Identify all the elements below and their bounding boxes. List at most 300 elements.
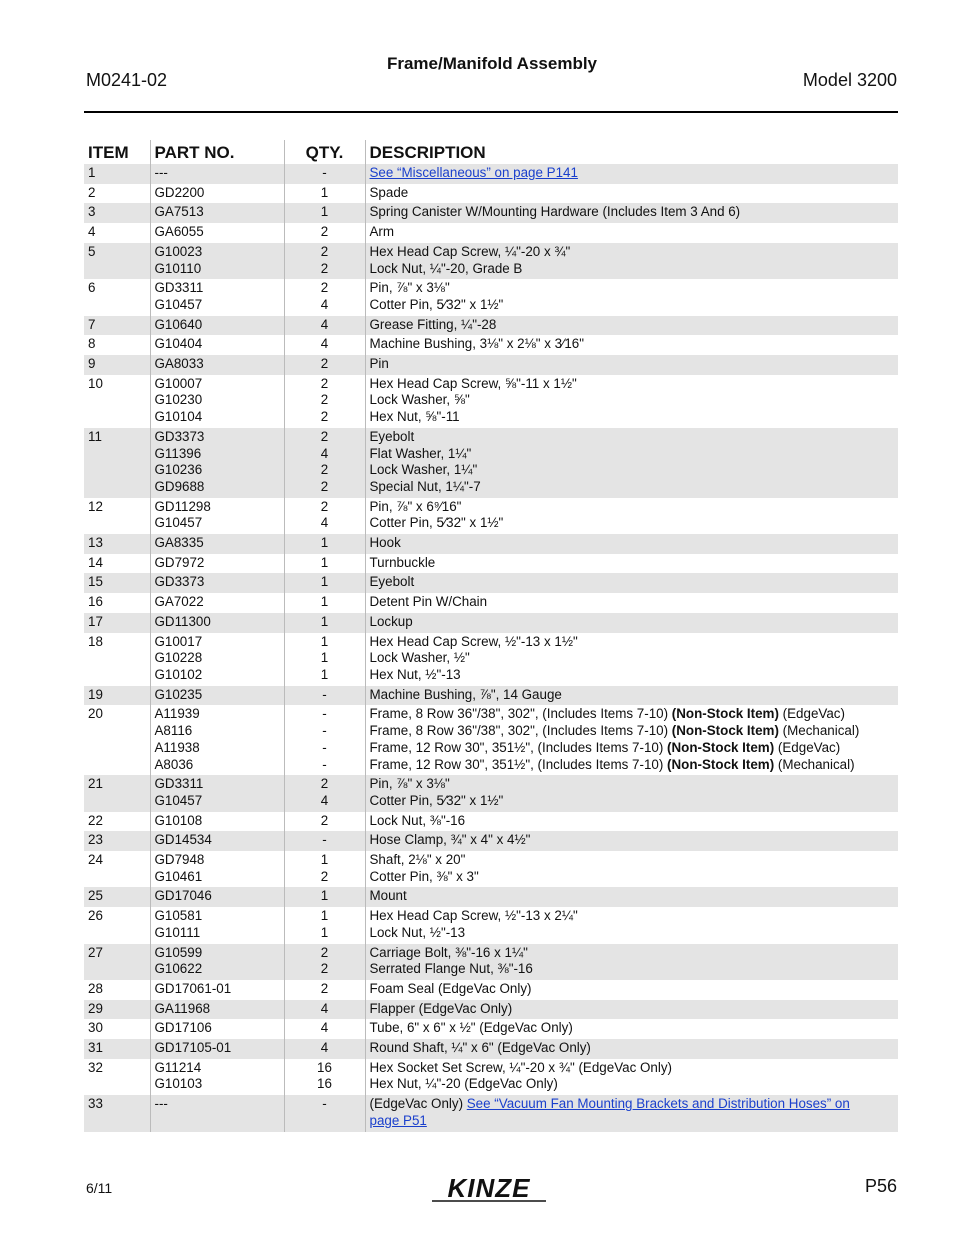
quantity-cell [284, 887, 365, 907]
description-line [370, 515, 895, 532]
item-number: 30 [88, 1020, 103, 1036]
description-text: Frame, 12 Row 30", 351½", (Includes Items 7-10) [369, 756, 668, 772]
part-number: GA7022 [154, 594, 204, 610]
quantity: 2 [320, 260, 329, 276]
description-line [370, 908, 895, 925]
description-text: Lockup [369, 613, 413, 629]
part-number-cell [150, 686, 284, 706]
part-number: G10404 [154, 336, 203, 352]
quantity: 2 [320, 961, 329, 977]
quantity: 1 [320, 852, 329, 868]
description-text: Serrated Flange Nut, ⅜"-16 [369, 961, 533, 977]
description-line [370, 793, 895, 810]
description-text: Cotter Pin, 5⁄32" x 1½" [369, 792, 504, 808]
description-line [370, 297, 895, 314]
part-number: GA7513 [154, 204, 204, 220]
part-number-cell [150, 1095, 284, 1131]
part-number: --- [154, 1096, 168, 1112]
description-line [370, 244, 895, 261]
part-number: GD3373 [154, 574, 205, 590]
quantity: 1 [320, 613, 329, 629]
part-number: G10457 [154, 792, 203, 808]
description-text: Lock Nut, ¼"-20, Grade B [369, 260, 523, 276]
item-number: 10 [88, 375, 103, 391]
description-line [370, 499, 895, 516]
description-text: Tube, 6" x 6" x ½" (EdgeVac Only) [369, 1020, 573, 1036]
table-row [84, 375, 898, 428]
description-line [370, 832, 895, 849]
description-line [370, 317, 895, 334]
part-number: G10457 [154, 515, 203, 531]
table-row [84, 686, 898, 706]
part-number-cell [150, 335, 284, 355]
description-text: Turnbuckle [369, 554, 436, 570]
item-number: 5 [84, 243, 150, 279]
quantity-cell [284, 203, 365, 223]
part-number-cell [150, 428, 284, 498]
quantity-cell [284, 613, 365, 633]
item-number: 1 [84, 164, 150, 184]
description-line [370, 261, 895, 278]
description-line [370, 356, 895, 373]
quantity: - [322, 706, 327, 722]
description-cell [365, 1059, 898, 1095]
table-row [84, 593, 898, 613]
description-line [370, 535, 895, 552]
table-row [84, 164, 898, 184]
table-row [84, 1039, 898, 1059]
description-text: Machine Bushing, ⅞", 14 Gauge [369, 686, 562, 702]
quantity: 4 [320, 445, 329, 461]
item-number: 31 [84, 1039, 150, 1059]
column-header-qty: QTY. [284, 140, 365, 164]
description-line [370, 462, 895, 479]
description-line [370, 634, 895, 651]
quantity-cell [284, 1095, 365, 1131]
description-cell [365, 613, 898, 633]
quantity-cell [284, 944, 365, 980]
part-number: GD3373 [154, 428, 205, 444]
table-row [84, 775, 898, 811]
quantity: 2 [320, 462, 329, 478]
table-row [84, 279, 898, 315]
part-number-cell [150, 1019, 284, 1039]
part-number-cell [150, 355, 284, 375]
table-row [84, 1019, 898, 1039]
part-number-cell [150, 1039, 284, 1059]
part-number: GD14534 [154, 832, 212, 848]
description-cell [365, 831, 898, 851]
item-number: 26 [88, 908, 103, 924]
part-number-cell [150, 851, 284, 887]
item-number: 2 [88, 184, 96, 200]
quantity: 16 [317, 1076, 332, 1092]
part-number-cell [150, 203, 284, 223]
page-reference-link[interactable]: See “Miscellaneous” on page P141 [369, 165, 578, 180]
description-line [370, 574, 895, 591]
description-line [370, 706, 895, 723]
description-text: Lock Nut, ⅜"-16 [369, 812, 466, 828]
item-number: 11 [84, 428, 150, 498]
quantity-cell [284, 428, 365, 498]
quantity: 1 [320, 888, 329, 904]
quantity: 4 [320, 1020, 329, 1036]
table-row [84, 907, 898, 943]
description-cell [365, 355, 898, 375]
description-cell [365, 316, 898, 336]
part-number-cell [150, 534, 284, 554]
item-number: 4 [88, 224, 96, 240]
description-cell [365, 184, 898, 204]
description-line [370, 614, 895, 631]
description-text: Carriage Bolt, ⅜"-16 x 1¼" [369, 944, 528, 960]
quantity: - [322, 832, 327, 848]
quantity-cell [284, 705, 365, 775]
parts-table [84, 140, 898, 1132]
quantity-cell [284, 851, 365, 887]
description-line [370, 429, 895, 446]
table-row [84, 534, 898, 554]
part-number: A8116 [154, 723, 193, 739]
description-cell [365, 593, 898, 613]
description-line [370, 1060, 895, 1077]
part-number-cell [150, 243, 284, 279]
quantity-cell [284, 1059, 365, 1095]
quantity-cell [284, 243, 365, 279]
description-cell [365, 554, 898, 574]
quantity-cell [284, 831, 365, 851]
item-number: 13 [84, 534, 150, 554]
quantity: 1 [320, 924, 329, 940]
page-reference-link[interactable]: page P51 [369, 1112, 427, 1128]
item-number: 12 [88, 498, 103, 514]
part-number: GD2200 [154, 184, 205, 200]
quantity-cell [284, 812, 365, 832]
quantity: 4 [320, 296, 329, 312]
table-row [84, 980, 898, 1000]
table-row [84, 316, 898, 336]
part-number-cell [150, 223, 284, 243]
part-number: G10110 [154, 260, 202, 276]
description-text: Frame, 8 Row 36"/38", 302", (Includes Items 7-10) [369, 723, 672, 739]
part-number: GD11300 [154, 613, 211, 629]
table-row [84, 1000, 898, 1020]
quantity-cell [284, 907, 365, 943]
quantity: 4 [320, 316, 329, 332]
page-title: Frame/Manifold Assembly [386, 54, 598, 73]
page-number: P56 [864, 1176, 897, 1196]
parts-table-body [84, 164, 898, 1132]
part-number-cell [150, 184, 284, 204]
part-number: A8036 [154, 756, 194, 772]
part-number: GD17061-01 [154, 980, 232, 996]
table-row [84, 633, 898, 686]
description-text: Hex Head Cap Screw, ¼"-20 x ¾" [369, 243, 571, 259]
description-text: Grease Fitting, ¼"-28 [369, 316, 497, 332]
description-cell [365, 633, 898, 686]
part-number: GA8335 [154, 535, 204, 551]
table-row [84, 243, 898, 279]
part-number: A11938 [154, 739, 200, 755]
description-line [370, 945, 895, 962]
revision-date: 6/11 [86, 1180, 113, 1196]
description-text: Hose Clamp, ¾" x 4" x 4½" [369, 832, 531, 848]
part-number-cell [150, 944, 284, 980]
description-line [370, 392, 895, 409]
description-text: Frame, 12 Row 30", 351½", (Includes Items 7-10) [369, 739, 668, 755]
description-cell [365, 428, 898, 498]
description-text: Cotter Pin, 5⁄32" x 1½" [369, 296, 504, 312]
part-number-cell [150, 554, 284, 574]
description-cell [365, 375, 898, 428]
item-number: 23 [84, 831, 150, 851]
item-number: 29 [84, 1000, 150, 1020]
quantity: 16 [317, 1059, 332, 1075]
description-text: Special Nut, 1¼"-7 [369, 478, 481, 494]
item-number: 14 [88, 554, 103, 570]
description-line [370, 757, 895, 774]
header-divider [84, 111, 898, 113]
part-number: GD7948 [154, 852, 205, 868]
description-text: Flat Washer, 1¼" [369, 445, 472, 461]
description-text: Frame, 8 Row 36"/38", 302", (Includes Items 7-10) [369, 706, 672, 722]
non-stock-label: (Non-Stock Item) [671, 723, 779, 739]
quantity: 4 [320, 792, 329, 808]
non-stock-label: (Non-Stock Item) [671, 706, 779, 722]
description-text: Hex Head Cap Screw, ½"-13 x 2¼" [369, 908, 578, 924]
description-text: Hook [369, 535, 401, 551]
description-line [370, 446, 895, 463]
quantity: 1 [320, 554, 329, 570]
table-row [84, 498, 898, 534]
part-number: GD17106 [154, 1020, 212, 1036]
description-text: (EdgeVac Only) [369, 1096, 467, 1112]
quantity: 1 [320, 908, 329, 924]
part-number-cell [150, 573, 284, 593]
description-cell [365, 223, 898, 243]
quantity: - [322, 739, 327, 755]
item-number: 32 [88, 1059, 103, 1075]
part-number-cell [150, 375, 284, 428]
item-number: 7 [84, 316, 150, 336]
description-line [370, 776, 895, 793]
description-cell [365, 335, 898, 355]
item-number: 15 [84, 573, 150, 593]
table-row [84, 554, 898, 574]
quantity: 2 [320, 243, 329, 259]
table-header-row [84, 140, 898, 164]
table-row [84, 1095, 898, 1131]
non-stock-label: (Non-Stock Item) [667, 756, 775, 772]
part-number-cell [150, 775, 284, 811]
page-reference-link[interactable]: See “Vacuum Fan Mounting Brackets and Distribution Hoses” on [466, 1096, 850, 1112]
quantity: 1 [320, 594, 329, 610]
part-number-cell [150, 980, 284, 1000]
description-text: Pin [369, 356, 389, 372]
part-number: G10235 [154, 686, 203, 702]
description-line [370, 204, 895, 221]
part-number: G10457 [154, 296, 203, 312]
item-number: 24 [88, 852, 103, 868]
description-line [370, 740, 895, 757]
quantity-cell [284, 980, 365, 1000]
part-number-cell [150, 316, 284, 336]
quantity: 4 [320, 336, 329, 352]
description-text: Lock Washer, 1¼" [369, 462, 478, 478]
part-number-cell [150, 613, 284, 633]
quantity: 1 [320, 633, 329, 649]
part-number-cell [150, 498, 284, 534]
model-name: Model 3200 [802, 70, 897, 90]
quantity: 1 [320, 184, 329, 200]
description-line [370, 1020, 895, 1037]
quantity: 4 [320, 1040, 329, 1056]
part-number: G10102 [154, 666, 203, 682]
item-number: 20 [88, 706, 103, 722]
table-row [84, 355, 898, 375]
table-row [84, 944, 898, 980]
description-line [370, 185, 895, 202]
description-text: Pin, ⅞" x 3⅛" [369, 776, 450, 792]
item-number: 6 [88, 280, 96, 296]
quantity-cell [284, 573, 365, 593]
part-number-cell [150, 633, 284, 686]
description-cell [365, 686, 898, 706]
quantity: - [322, 756, 327, 772]
item-number: 17 [84, 613, 150, 633]
quantity-cell [284, 355, 365, 375]
table-row [84, 812, 898, 832]
part-number: GD7972 [154, 554, 205, 570]
description-text: Pin, ⅞" x 3⅛" [369, 280, 450, 296]
description-line [370, 224, 895, 241]
description-cell [365, 1019, 898, 1039]
description-text: Hex Nut, ¼"-20 (EdgeVac Only) [369, 1076, 558, 1092]
non-stock-label: (Non-Stock Item) [667, 739, 775, 755]
part-number-cell [150, 1059, 284, 1095]
part-number: G10230 [154, 392, 203, 408]
description-cell [365, 279, 898, 315]
table-row [84, 887, 898, 907]
quantity-cell [284, 184, 365, 204]
description-cell [365, 203, 898, 223]
description-text: Cotter Pin, ⅜" x 3" [369, 868, 479, 884]
description-line [370, 1076, 895, 1093]
item-number: 33 [84, 1095, 150, 1131]
description-text: Lock Washer, ½" [369, 650, 470, 666]
part-number-cell [150, 593, 284, 613]
part-number: GD17046 [154, 888, 212, 904]
item-number: 16 [88, 594, 103, 610]
description-line [370, 336, 895, 353]
quantity: 2 [320, 776, 329, 792]
description-text: Hex Head Cap Screw, ⅝"-11 x 1½" [369, 375, 577, 391]
description-text: Lock Nut, ½"-13 [369, 924, 466, 940]
table-row [84, 428, 898, 498]
part-number: G10461 [154, 868, 203, 884]
description-line [370, 852, 895, 869]
table-row [84, 573, 898, 593]
description-line [370, 961, 895, 978]
column-header-description: DESCRIPTION [365, 140, 898, 164]
description-text: (Mechanical) [774, 756, 855, 772]
part-number-cell [150, 831, 284, 851]
item-number: 3 [84, 203, 150, 223]
quantity-cell [284, 375, 365, 428]
quantity: 2 [320, 478, 329, 494]
item-number: 9 [84, 355, 150, 375]
description-cell [365, 851, 898, 887]
description-line [370, 925, 895, 942]
description-line [370, 1040, 895, 1057]
part-number: G11396 [154, 445, 202, 461]
quantity: 2 [320, 356, 329, 372]
part-number: GA6055 [154, 224, 204, 240]
table-row [84, 851, 898, 887]
description-cell [365, 1000, 898, 1020]
description-line [370, 888, 895, 905]
description-cell [365, 907, 898, 943]
part-number-cell [150, 279, 284, 315]
description-text: Detent Pin W/Chain [369, 594, 488, 610]
part-number: G10581 [154, 908, 203, 924]
quantity-cell [284, 593, 365, 613]
item-number: 19 [84, 686, 150, 706]
description-line [370, 594, 895, 611]
description-line [370, 479, 895, 496]
part-number: GA11968 [154, 1000, 211, 1016]
part-number: G10640 [154, 316, 203, 332]
quantity: - [322, 1096, 327, 1112]
description-text: (EdgeVac) [774, 739, 841, 755]
description-cell [365, 1095, 898, 1131]
part-number-cell [150, 705, 284, 775]
table-row [84, 705, 898, 775]
description-text: Foam Seal (EdgeVac Only) [369, 980, 532, 996]
part-number: G10108 [154, 812, 203, 828]
quantity-cell [284, 279, 365, 315]
description-line [370, 723, 895, 740]
description-cell [365, 812, 898, 832]
quantity: 2 [320, 224, 329, 240]
quantity-cell [284, 1000, 365, 1020]
description-line [370, 650, 895, 667]
part-number-cell [150, 164, 284, 184]
description-line [370, 1001, 895, 1018]
part-number: G10103 [154, 1076, 203, 1092]
part-number: G10104 [154, 409, 203, 425]
description-text: Arm [369, 224, 395, 240]
part-number: G10111 [154, 924, 201, 940]
part-number: G11214 [154, 1059, 202, 1075]
quantity: 1 [320, 574, 329, 590]
description-cell [365, 705, 898, 775]
description-line [370, 813, 895, 830]
description-cell [365, 887, 898, 907]
description-text: (Mechanical) [778, 723, 860, 739]
item-number: 8 [88, 336, 96, 352]
part-number-cell [150, 887, 284, 907]
table-row [84, 613, 898, 633]
part-number: GD3311 [154, 280, 204, 296]
description-cell [365, 573, 898, 593]
description-line [370, 869, 895, 886]
item-number: 25 [84, 887, 150, 907]
description-cell [365, 980, 898, 1000]
item-number: 21 [84, 775, 150, 811]
description-cell [365, 775, 898, 811]
quantity-cell [284, 223, 365, 243]
